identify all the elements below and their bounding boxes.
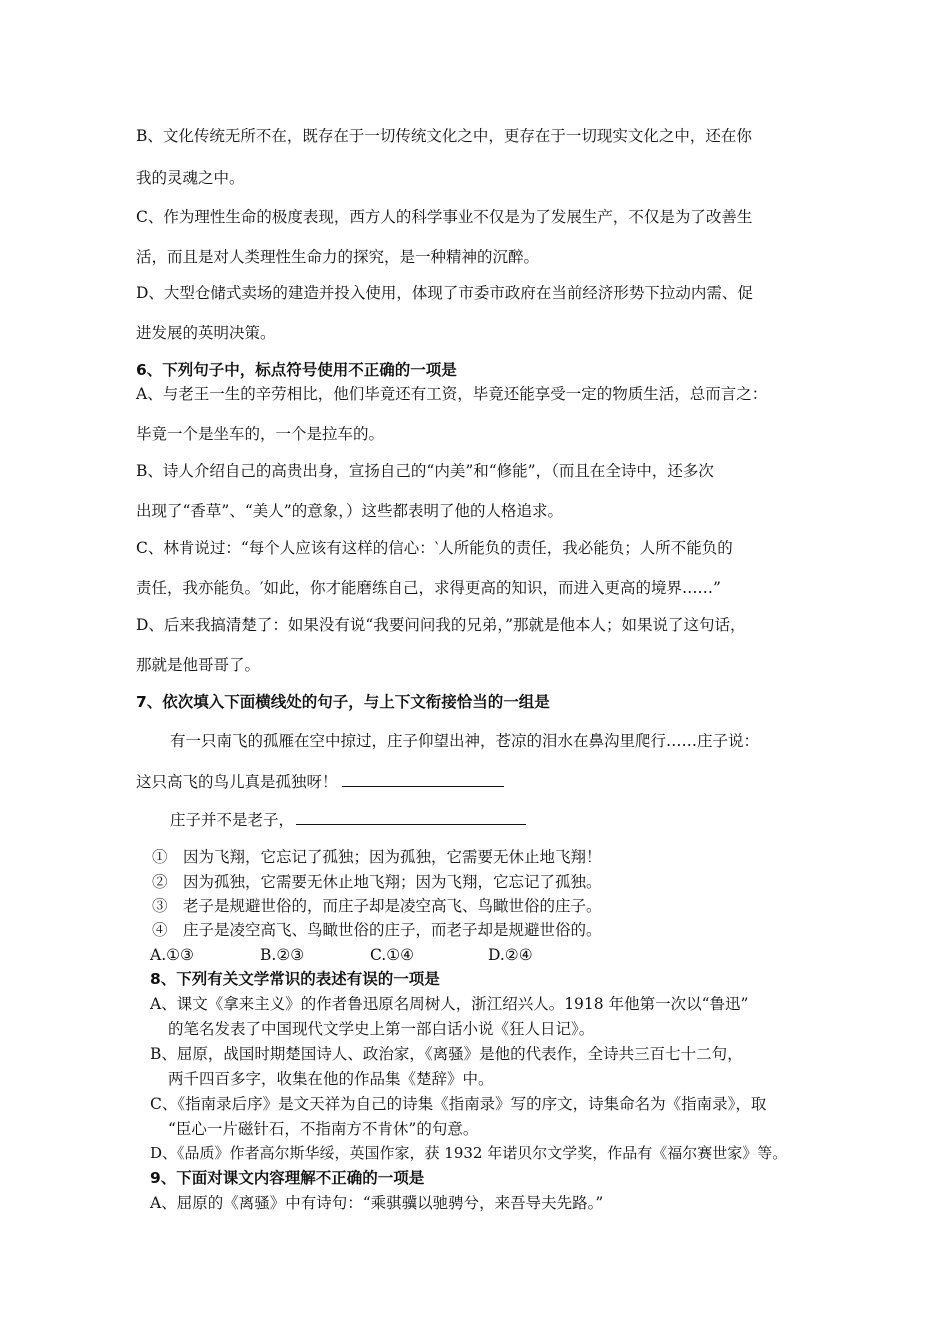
q6-option-b-line1: B、诗人介绍自己的高贵出身，宣扬自己的“内美”和“修能”，（而且在全诗中，还多次 (136, 462, 714, 480)
q7-sentence-3: ③ 老子是规避世俗的，而庄子却是凌空高飞、鸟瞰世俗的庄子。 (152, 897, 602, 915)
q8-option-c-line2: “臣心一片磁针石，不指南方不肯休”的句意。 (168, 1120, 479, 1138)
q6-option-a-line1: A、与老王一生的辛劳相比，他们毕竟还有工资，毕竟还能享受一定的物质生活，总而言之： (136, 385, 768, 403)
q7-answer-blank-1 (342, 772, 504, 787)
q7-passage-line3-text: 庄子并不是老子， (170, 811, 295, 829)
q6-title: 6、下列句子中，标点符号使用不正确的一项是 (136, 361, 457, 379)
q7-title: 7、依次填入下面横线处的句子，与上下文衔接恰当的一组是 (136, 693, 550, 711)
q7-sentence-1: ① 因为飞翔，它忘记了孤独；因为孤独，它需要无休止地飞翔！ (152, 848, 602, 866)
q7-choice-b: B.②③ (260, 946, 305, 964)
q6-option-d-line1: D、后来我搞清楚了：如果没有说“我要问问我的兄弟，”那就是他本人；如果说了这句话， (136, 616, 746, 634)
q7-passage-line2-text: 这只高飞的鸟儿真是孤独呀！ (136, 773, 338, 791)
q7-sentence-2: ② 因为孤独，它需要无休止地飞翔；因为飞翔，它忘记了孤独。 (152, 873, 602, 891)
q8-option-a-line1: A、课文《拿来主义》的作者鲁迅原名周树人，浙江绍兴人。1918 年他第一次以“鲁迅” (150, 995, 749, 1013)
q7-choice-a: A.①③ (150, 946, 194, 964)
q6-option-b-line2: 出现了“香草”、“美人”的意象，）这些都表明了他的人格追求。 (136, 502, 563, 520)
q6-option-a-line2: 毕竟一个是坐车的，一个是拉车的。 (136, 425, 385, 443)
q6-option-c-line1: C、林肯说过：“每个人应该有这样的信心：‵人所能负的责任，我必能负；人所不能负的 (136, 539, 733, 557)
q8-title: 8、下列有关文学常识的表述有误的一项是 (150, 970, 440, 988)
q5-option-c-line2: 活，而且是对人类理性生命力的探究，是一种精神的沉醉。 (136, 248, 540, 266)
q7-passage-line3 (170, 810, 526, 830)
q7-sentence-4: ④ 庄子是凌空高飞、鸟瞰世俗的庄子，而老子却是规避世俗的。 (152, 921, 602, 939)
q5-option-d-line1: D、大型仓储式卖场的建造并投入使用，体现了市委市政府在当前经济形势下拉动内需、促 (136, 284, 753, 302)
q7-choice-c: C.①④ (370, 946, 415, 964)
q5-option-b-line2: 我的灵魂之中。 (136, 169, 245, 187)
q6-option-c-line2: 责任，我亦能负。′如此，你才能磨练自己，求得更高的知识，而进入更高的境界……” (136, 579, 721, 597)
q8-option-a-line2: 的笔名发表了中国现代文学史上第一部白话小说《狂人日记》。 (168, 1020, 595, 1038)
q7-passage-line1: 有一只南飞的孤雁在空中掠过，庄子仰望出神，苍凉的泪水在鼻沟里爬行……庄子说： (170, 732, 760, 750)
q7-passage-line2 (136, 772, 504, 792)
q6-option-d-line2: 那就是他哥哥了。 (136, 656, 261, 674)
q5-option-c-line1: C、作为理性生命的极度表现，西方人的科学事业不仅是为了发展生产，不仅是为了改善生 (136, 208, 753, 226)
q9-title: 9、下面对课文内容理解不正确的一项是 (150, 1169, 425, 1187)
q8-option-c-line1: C、《指南录后序》是文天祥为自己的诗集《指南录》写的序文，诗集命名为《指南录》，取 (150, 1095, 767, 1113)
q7-answer-blank-2 (296, 810, 526, 825)
q8-option-b-line1: B、屈原，战国时期楚国诗人、政治家，《离骚》是他的代表作，全诗共三百七十二句， (150, 1045, 743, 1063)
q5-option-d-line2: 进发展的英明决策。 (136, 324, 276, 342)
q5-option-b-line1: B、文化传统无所不在，既存在于一切传统文化之中，更存在于一切现实文化之中，还在你 (136, 127, 752, 145)
q8-option-b-line2: 两千四百多字，收集在他的作品集《楚辞》中。 (168, 1070, 494, 1088)
q7-choice-d: D.②④ (488, 946, 533, 964)
q8-option-d: D、《品质》作者高尔斯华绥，英国作家，获 1932 年诺贝尔文学奖，作品有《福尔赛世家》等。 (150, 1144, 788, 1162)
q9-option-a: A、屈原的《离骚》中有诗句：“乘骐骥以驰骋兮，来吾导夫先路。” (150, 1194, 604, 1212)
